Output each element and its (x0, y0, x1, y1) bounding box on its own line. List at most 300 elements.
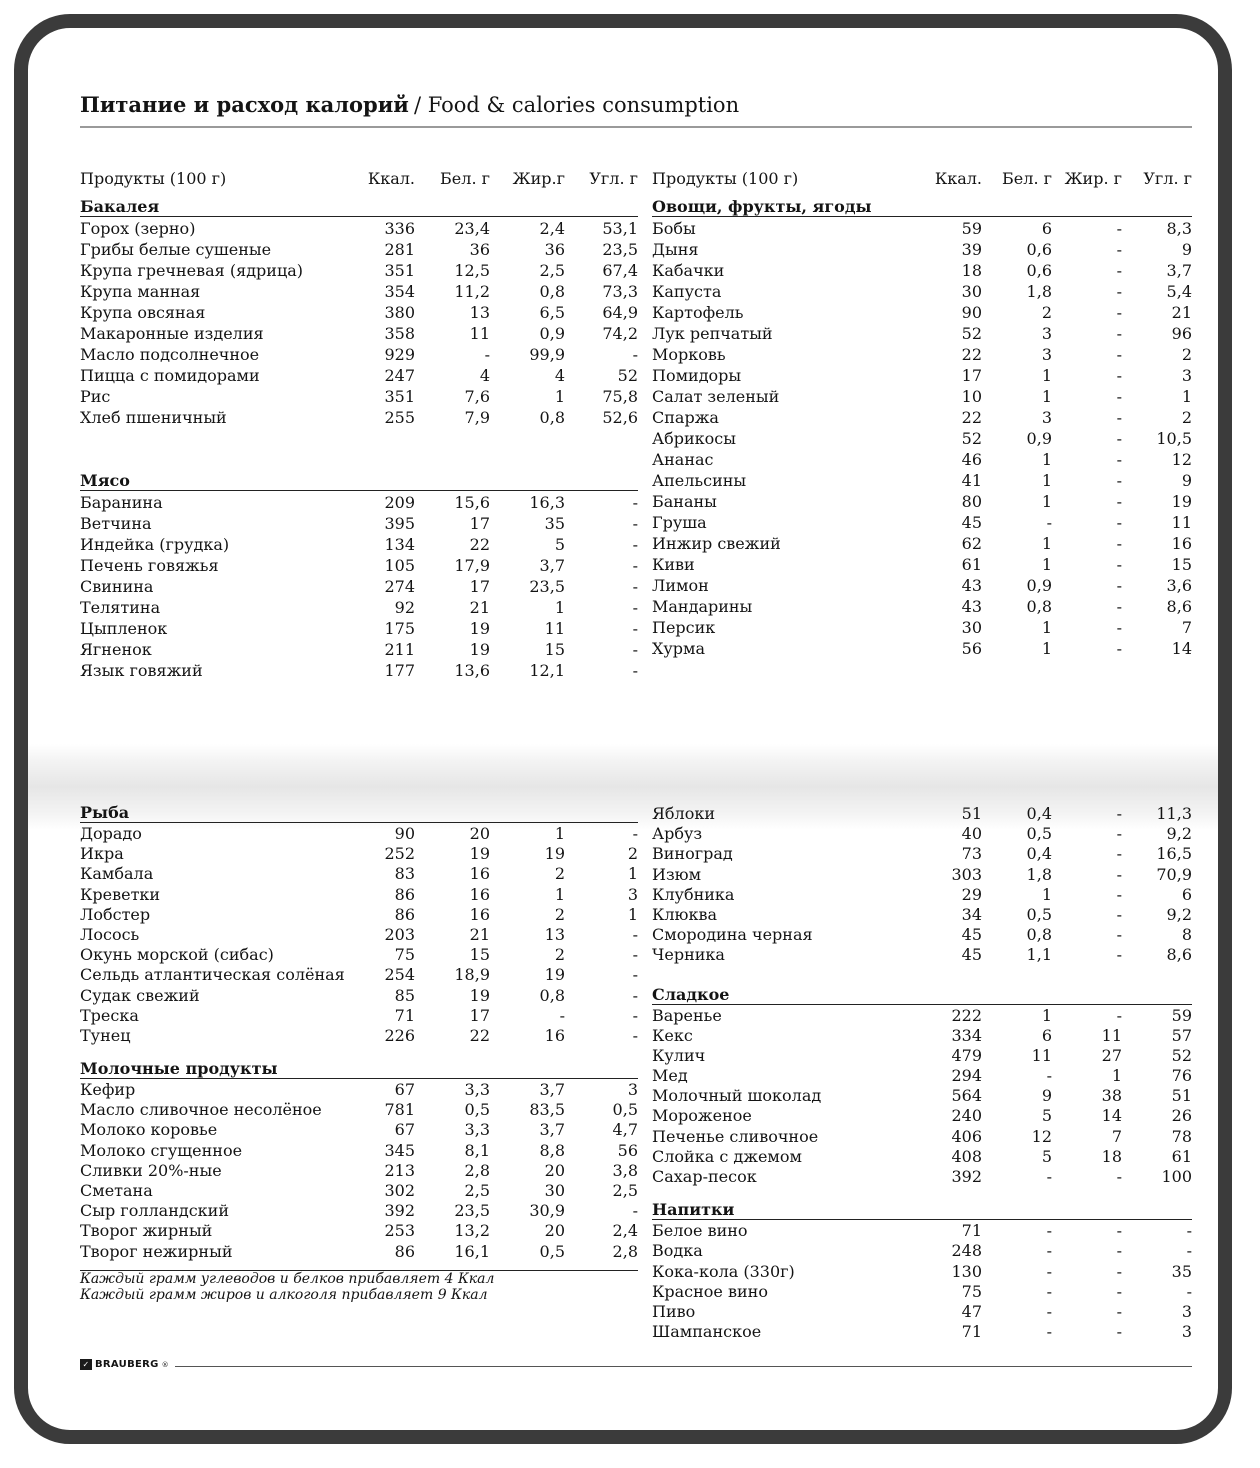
cell-protein: - (1046, 1221, 1052, 1241)
table-row (652, 365, 1192, 386)
cell-protein: 2,5 (464, 1181, 490, 1200)
cell-fat: 99,9 (529, 345, 565, 364)
table-row (80, 1221, 638, 1241)
cell-kcal: 34 (961, 904, 982, 924)
registered-mark: ® (161, 1360, 169, 1369)
cell-fat: 16 (544, 1025, 565, 1045)
table-row (652, 1282, 1192, 1302)
table-row (80, 905, 638, 925)
cell-kcal: 73 (961, 844, 982, 864)
cell-kcal: 247 (384, 366, 415, 385)
cell-protein: 1 (1041, 555, 1052, 574)
table-row (652, 1302, 1192, 1322)
cell-kcal: 17 (961, 366, 982, 385)
header-product: Продукты (100 г) (80, 169, 227, 188)
cell-kcal: 29 (961, 884, 982, 904)
cell-fat: - (1116, 471, 1122, 490)
cell-kcal: 354 (384, 282, 415, 301)
page-title (80, 92, 1192, 128)
cell-carbs: - (632, 345, 638, 364)
cell-carbs: 9,2 (1166, 824, 1192, 844)
cell-carbs: 3 (1181, 366, 1192, 385)
cell-fat: - (1116, 1221, 1122, 1241)
cell-fat: - (1116, 925, 1122, 945)
cell-kcal: 51 (961, 804, 982, 823)
cell-carbs: 3,7 (1166, 261, 1192, 280)
table-row (652, 344, 1192, 365)
cell-kcal: 351 (384, 261, 415, 280)
cell-kcal: 56 (961, 639, 982, 658)
table-row (80, 1006, 638, 1026)
cell-carbs: 75,8 (602, 387, 638, 406)
cell-protein: 1 (1041, 534, 1052, 553)
table-row (652, 1221, 1192, 1241)
table-row (80, 1201, 638, 1221)
cell-kcal: 336 (384, 219, 415, 238)
table-row (652, 804, 1192, 824)
cell-carbs: - (632, 661, 638, 680)
column-right-bottom (652, 804, 1192, 1342)
cell-protein: 19 (469, 985, 490, 1005)
cell-kcal: 253 (384, 1221, 415, 1241)
cell-product: Мандарины (652, 597, 753, 616)
cell-product: Молоко сгущенное (80, 1140, 243, 1160)
cell-carbs: 9 (1181, 471, 1192, 490)
cell-product: Кулич (652, 1045, 706, 1065)
table-row (80, 281, 638, 302)
cell-carbs: - (632, 577, 638, 596)
cell-fat: - (1116, 1005, 1122, 1025)
cell-kcal: 929 (384, 345, 415, 364)
cell-kcal: 30 (961, 282, 982, 301)
cell-protein: 19 (469, 640, 490, 659)
cell-product: Белое вино (652, 1221, 748, 1241)
cell-carbs: 1 (1181, 387, 1192, 406)
section-title-fish: Рыба (80, 804, 638, 823)
header-fat: Жир. г (1064, 169, 1122, 188)
cell-protein: 16 (469, 904, 490, 924)
cell-carbs: 3 (1181, 1322, 1192, 1342)
cell-product: Язык говяжий (80, 661, 203, 680)
cell-product: Морковь (652, 345, 726, 364)
cell-carbs: 5,4 (1166, 282, 1192, 301)
cell-product: Масло подсолнечное (80, 345, 260, 364)
cell-carbs: - (632, 1025, 638, 1045)
cell-protein: 1 (1041, 1005, 1052, 1025)
cell-protein: 21 (469, 598, 490, 617)
cell-protein: 0,9 (1026, 576, 1052, 595)
cell-carbs: 4,7 (612, 1120, 638, 1140)
cell-carbs: 16 (1171, 534, 1192, 553)
cell-protein: 17,9 (454, 556, 490, 575)
cell-fat: 35 (544, 514, 565, 533)
cell-protein: - (1046, 1322, 1052, 1342)
cell-carbs: 53,1 (602, 219, 638, 238)
cell-product: Помидоры (652, 366, 742, 385)
cell-carbs: - (1186, 1221, 1192, 1241)
cell-fat: - (1116, 597, 1122, 616)
checkmark-icon: ✓ (80, 1359, 92, 1370)
cell-carbs: 64,9 (602, 303, 638, 322)
cell-kcal: 345 (384, 1140, 415, 1160)
cell-protein: 20 (469, 824, 490, 843)
cell-carbs: 3,6 (1166, 576, 1192, 595)
cell-carbs: 57 (1171, 1025, 1192, 1045)
cell-carbs: 8 (1181, 925, 1192, 945)
cell-carbs: 1 (627, 864, 638, 884)
cell-carbs: 2 (1181, 345, 1192, 364)
cell-product: Ягненок (80, 640, 152, 659)
cell-kcal: 52 (961, 429, 982, 448)
cell-fat: - (1116, 639, 1122, 658)
table-row (652, 1066, 1192, 1086)
cell-product: Апельсины (652, 471, 747, 490)
table-row (652, 1262, 1192, 1282)
cell-protein: 7,9 (464, 408, 490, 427)
section-rows-fish (80, 824, 638, 1046)
cell-fat: - (1116, 618, 1122, 637)
section-rows-meat (80, 492, 638, 681)
cell-product: Шампанское (652, 1322, 762, 1342)
header-carbs: Угл. г (1143, 169, 1192, 188)
cell-kcal: 358 (384, 324, 415, 343)
cell-kcal: 46 (961, 450, 982, 469)
cell-fat: 2 (554, 945, 565, 965)
cell-product: Пиво (652, 1301, 696, 1321)
cell-protein: 3 (1041, 408, 1052, 427)
cell-carbs: 8,6 (1166, 945, 1192, 965)
cell-carbs: - (632, 924, 638, 944)
cell-fat: 7 (1111, 1126, 1122, 1146)
cell-protein: 16 (469, 864, 490, 884)
cell-protein: 36 (469, 240, 490, 259)
table-row (80, 386, 638, 407)
cell-fat: 27 (1101, 1045, 1122, 1065)
cell-product: Масло сливочное несолёное (80, 1100, 322, 1120)
cell-protein: 19 (469, 844, 490, 864)
cell-fat: 0,8 (539, 408, 565, 427)
cell-fat: 14 (1101, 1106, 1122, 1126)
cell-carbs: - (632, 640, 638, 659)
cell-fat: - (1116, 804, 1122, 823)
table-row (80, 1242, 638, 1262)
cell-fat: 0,5 (539, 1241, 565, 1261)
cell-kcal: 47 (961, 1301, 982, 1321)
cell-protein: 1 (1041, 618, 1052, 637)
cell-carbs: 67,4 (602, 261, 638, 280)
table-row (652, 824, 1192, 844)
cell-carbs: 52 (1171, 1045, 1192, 1065)
cell-kcal: 254 (384, 965, 415, 985)
cell-product: Яблоки (652, 804, 716, 823)
cell-protein: - (1046, 1281, 1052, 1301)
cell-protein: 13 (469, 303, 490, 322)
cell-product: Тунец (80, 1025, 131, 1045)
title-ru: Питание и расход калорий (80, 92, 409, 117)
cell-kcal: 39 (961, 240, 982, 259)
table-row (80, 218, 638, 239)
cell-carbs: - (632, 965, 638, 985)
cell-fat: - (1116, 513, 1122, 532)
cell-kcal: 41 (961, 471, 982, 490)
table-row (80, 1141, 638, 1161)
header-kcal: Ккал. (367, 169, 415, 188)
cell-carbs: 11,3 (1156, 804, 1192, 823)
cell-fat: 1 (554, 598, 565, 617)
cell-kcal: 222 (951, 1005, 982, 1025)
cell-product: Креветки (80, 884, 161, 904)
cell-fat: - (1116, 1241, 1122, 1261)
cell-fat: 1 (554, 824, 565, 843)
cell-protein: 17 (469, 514, 490, 533)
cell-kcal: 22 (961, 345, 982, 364)
cell-carbs: 2,4 (612, 1221, 638, 1241)
table-row (652, 617, 1192, 638)
cell-product: Камбала (80, 864, 154, 884)
cell-protein: 11,2 (454, 282, 490, 301)
cell-product: Бобы (652, 219, 696, 238)
cell-kcal: 134 (384, 535, 415, 554)
cell-product: Варенье (652, 1005, 722, 1025)
table-row (80, 323, 638, 344)
table-row (652, 1147, 1192, 1167)
table-row (80, 239, 638, 260)
cell-fat: - (1116, 844, 1122, 864)
table-row (652, 596, 1192, 617)
cell-fat: 19 (544, 965, 565, 985)
cell-fat: 23,5 (529, 577, 565, 596)
cell-product: Клубника (652, 884, 735, 904)
cell-carbs: 52,6 (602, 408, 638, 427)
cell-protein: 6 (1041, 1025, 1052, 1045)
table-header-right (652, 168, 1192, 198)
cell-protein: - (1046, 1301, 1052, 1321)
cell-carbs: 12 (1171, 450, 1192, 469)
table-row (652, 1241, 1192, 1261)
cell-protein: 11 (1031, 1045, 1052, 1065)
note-fat-alcohol: Каждый грамм жиров и алкоголя прибавляет 9 Ккал (80, 1286, 488, 1303)
cell-product: Арбуз (652, 824, 703, 844)
header-kcal: Ккал. (934, 169, 982, 188)
table-row (80, 885, 638, 905)
cell-fat: 1 (554, 884, 565, 904)
section-title-grocery: Бакалея (80, 198, 638, 217)
cell-fat: - (1116, 1301, 1122, 1321)
cell-carbs: 56 (617, 1140, 638, 1160)
cell-kcal: 85 (394, 985, 415, 1005)
cell-protein: 1 (1041, 450, 1052, 469)
cell-carbs: - (632, 514, 638, 533)
table-row (652, 470, 1192, 491)
cell-protein: 5 (1041, 1106, 1052, 1126)
cell-product: Инжир свежий (652, 534, 781, 553)
cell-kcal: 334 (951, 1025, 982, 1045)
cell-protein: 12,5 (454, 261, 490, 280)
cell-carbs: - (632, 985, 638, 1005)
cell-fat: - (1116, 576, 1122, 595)
cell-kcal: 75 (394, 945, 415, 965)
table-row (80, 965, 638, 985)
cell-product: Виноград (652, 844, 733, 864)
cell-product: Творог нежирный (80, 1241, 233, 1261)
cell-carbs: 78 (1171, 1126, 1192, 1146)
cell-fat: - (1116, 366, 1122, 385)
cell-product: Сельдь атлантическая солёная (80, 965, 345, 985)
cell-carbs: 2 (627, 844, 638, 864)
cell-fat: 8,8 (539, 1140, 565, 1160)
table-row (652, 512, 1192, 533)
table-row (652, 323, 1192, 344)
table-row (652, 638, 1192, 659)
table-row (652, 1046, 1192, 1066)
cell-protein: 23,4 (454, 219, 490, 238)
cell-kcal: 240 (951, 1106, 982, 1126)
cell-protein: 1 (1041, 639, 1052, 658)
cell-product: Горох (зерно) (80, 219, 196, 238)
cell-product: Крупа гречневая (ядрица) (80, 261, 304, 280)
table-row (652, 554, 1192, 575)
cell-kcal: 86 (394, 1241, 415, 1261)
table-row (652, 1127, 1192, 1147)
cell-carbs: 74,2 (602, 324, 638, 343)
cell-carbs: 26 (1171, 1106, 1192, 1126)
cell-protein: - (1046, 513, 1052, 532)
cell-kcal: 43 (961, 576, 982, 595)
cell-fat: - (1116, 261, 1122, 280)
table-row (80, 1026, 638, 1046)
cell-protein: 0,5 (1026, 904, 1052, 924)
cell-carbs: 1 (627, 904, 638, 924)
cell-protein: 2,8 (464, 1160, 490, 1180)
cell-fat: - (1116, 534, 1122, 553)
cell-fat: - (1116, 824, 1122, 844)
cell-fat: 2,4 (539, 219, 565, 238)
cell-fat: 30,9 (529, 1201, 565, 1221)
cell-fat: - (1116, 219, 1122, 238)
cell-fat: 2 (554, 864, 565, 884)
cell-protein: 15,6 (454, 493, 490, 512)
cell-carbs: 11 (1171, 513, 1192, 532)
cell-fat: - (1116, 1167, 1122, 1186)
cell-carbs: 19 (1171, 492, 1192, 511)
cell-product: Телятина (80, 598, 161, 617)
cell-product: Слойка с джемом (652, 1146, 802, 1166)
table-row (80, 365, 638, 386)
cell-fat: 12,1 (529, 661, 565, 680)
header-product: Продукты (100 г) (652, 169, 799, 188)
cell-kcal: 18 (961, 261, 982, 280)
cell-fat: - (1116, 884, 1122, 904)
cell-protein: 8,1 (464, 1140, 490, 1160)
cell-product: Треска (80, 1005, 139, 1025)
cell-product: Кефир (80, 1080, 136, 1100)
cell-product: Лобстер (80, 904, 151, 924)
cell-kcal: 43 (961, 597, 982, 616)
table-row (652, 260, 1192, 281)
cell-product: Персик (652, 618, 716, 637)
cell-kcal: 67 (394, 1120, 415, 1140)
cell-fat: 19 (544, 844, 565, 864)
cell-fat: 2,5 (539, 261, 565, 280)
cell-protein: 22 (469, 1025, 490, 1045)
cell-fat: - (1116, 450, 1122, 469)
cell-fat: 20 (544, 1160, 565, 1180)
section-rows-dairy (80, 1080, 638, 1262)
table-row (652, 428, 1192, 449)
cell-fat: 1 (1111, 1066, 1122, 1086)
cell-protein: 16 (469, 884, 490, 904)
cell-protein: 1 (1041, 884, 1052, 904)
cell-product: Баранина (80, 493, 163, 512)
section-title-veg: Овощи, фрукты, ягоды (652, 198, 1192, 217)
cell-product: Лосось (80, 924, 140, 944)
cell-protein: 0,4 (1026, 844, 1052, 864)
cell-product: Картофель (652, 303, 744, 322)
table-row (652, 1026, 1192, 1046)
cell-carbs: 2 (1181, 408, 1192, 427)
cell-fat: - (1116, 387, 1122, 406)
cell-protein: 3 (1041, 324, 1052, 343)
cell-kcal: 86 (394, 904, 415, 924)
cell-carbs: 9 (1181, 240, 1192, 259)
cell-carbs: 73,3 (602, 282, 638, 301)
table-row (652, 239, 1192, 260)
cell-product: Груша (652, 513, 707, 532)
cell-kcal: 255 (384, 408, 415, 427)
cell-kcal: 209 (384, 493, 415, 512)
cell-carbs: - (632, 598, 638, 617)
table-row (652, 925, 1192, 945)
section-title-dairy: Молочные продукты (80, 1060, 638, 1079)
cell-protein: 0,6 (1026, 261, 1052, 280)
cell-fat: - (1116, 324, 1122, 343)
note-carbs-protein: Каждый грамм углеводов и белков прибавляет 4 Ккал (80, 1270, 495, 1287)
cell-protein: 13,6 (454, 661, 490, 680)
table-row (80, 513, 638, 534)
cell-carbs: 14 (1171, 639, 1192, 658)
column-left-bottom (80, 804, 638, 1303)
cell-product: Пицца с помидорами (80, 366, 260, 385)
table-row (80, 302, 638, 323)
cell-fat: - (1116, 1322, 1122, 1342)
cell-product: Судак свежий (80, 985, 200, 1005)
table-row (652, 1086, 1192, 1106)
cell-kcal: 90 (961, 303, 982, 322)
cell-fat: 16,3 (529, 493, 565, 512)
table-row (80, 864, 638, 884)
cell-kcal: 175 (384, 619, 415, 638)
cell-product: Красное вино (652, 1281, 768, 1301)
cell-carbs: - (632, 556, 638, 575)
table-row (80, 407, 638, 428)
cell-protein: 12 (1031, 1126, 1052, 1146)
cell-carbs: 100 (1161, 1167, 1192, 1186)
cell-fat: 13 (544, 924, 565, 944)
cell-carbs: 35 (1171, 1261, 1192, 1281)
cell-kcal: 303 (951, 864, 982, 884)
cell-protein: 1 (1041, 492, 1052, 511)
cell-kcal: 406 (951, 1126, 982, 1146)
cell-carbs: - (632, 619, 638, 638)
cell-kcal: 92 (394, 598, 415, 617)
cell-product: Кекс (652, 1025, 693, 1045)
cell-kcal: 395 (384, 514, 415, 533)
table-row (652, 905, 1192, 925)
cell-fat: 3,7 (539, 556, 565, 575)
page-footer (80, 1352, 1192, 1370)
cell-product: Сахар-песок (652, 1167, 757, 1186)
cell-product: Молочный шоколад (652, 1086, 822, 1106)
